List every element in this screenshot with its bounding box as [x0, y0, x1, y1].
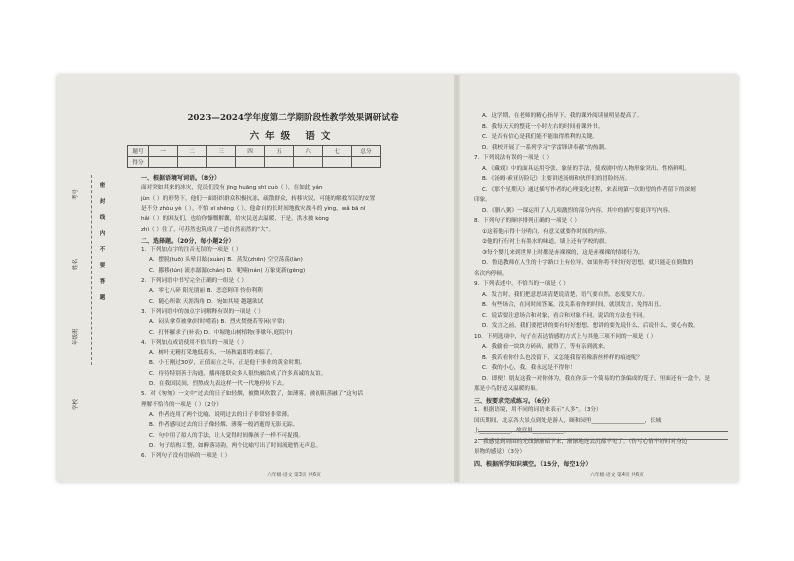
score-cell: 得分	[128, 157, 149, 168]
score-table	[127, 145, 381, 168]
question-line: 2．下列词语中书写完全正确的一组是（ ）	[141, 278, 248, 284]
question-line: B．我若看你什么也没留下，又怎能我留着像游丝样样的痕迹呢？	[482, 354, 643, 361]
left-page	[57, 75, 454, 482]
score-cell	[236, 157, 265, 168]
seal-warning-char: 要	[99, 263, 106, 269]
question-line: D．句子结构工整，如醉落诗韵，两个比喻写出了时间流逝悄无声息。	[149, 442, 322, 449]
question-line: 8．下列句子的顺序排列正确的一项是（ ）	[474, 218, 581, 224]
question-line: B．有些场合，在同时间答案，没关系看你的时间，就别发言，免得出丑。	[482, 302, 665, 308]
question-line: 10．下列选项中，句子在表达情感的方式上与其他三项不同的一项是（ ）	[474, 333, 657, 340]
score-header-cell: 总分	[352, 146, 381, 157]
question-line: A．我偷看一块块方砖砖，就得了，等有亲到就来。	[482, 344, 609, 350]
seal-warning-char: 不	[99, 247, 106, 253]
question-line: 上___________，故宫里___________。	[474, 428, 570, 434]
exam-title: 2023—2024学年度第二学期阶段性教学效果调研试卷	[187, 113, 399, 123]
question-line: 9．下列表述中，不恰当的一项是（ ）	[474, 281, 569, 287]
question-line: 是不分 zhòu yè（ ）。不怕 xī shēng（ ），他命自的长时间地救灾战斗的 yìng，wǎ bā nī	[141, 205, 366, 212]
answer-line-1	[478, 431, 728, 432]
question-line: D．鲁迅教师在人生的十字路口上有位导，如果你将不时好好思想，就只能走在倒数的	[482, 260, 694, 266]
grade-label: 年级班	[73, 328, 79, 345]
score-header-cell: 五	[265, 146, 294, 157]
score-cell	[207, 157, 236, 168]
section-heading: 四、根据所学知识填空。（15分，每空1分）	[474, 460, 592, 468]
question-line: 那是小鸟舒适又温暖的巢。	[474, 386, 542, 392]
question-line: 6．下列句子没有语病的一项是（ ）	[141, 453, 231, 460]
question-line: 7．下列说法有误的一项是（ ）	[474, 155, 553, 161]
question-line: 5．对《匆匆》一文中“过去的日子如轻烟，被微风吹散了，如薄雾，被初阳蒸融了”这句话	[141, 391, 363, 398]
question-line: A．发言时，我们把意思谈清楚说清楚，语气要自然，态度要大方。	[482, 291, 649, 298]
score-header-cell: 六	[294, 146, 323, 157]
left-footer: 六年级·语文 第3页 共6页	[267, 473, 321, 478]
seal-warning-char: 内	[99, 231, 106, 237]
question-line: C．我的小心，我，我永远是不得你！	[482, 365, 576, 371]
binding-dashed-line	[91, 175, 92, 365]
question-line: 面对突如其来的冰灾，党员们没有 jīng huāng shī cuò（ ），在如此 yán	[141, 185, 323, 192]
seal-warning-char: 线	[99, 215, 106, 221]
score-cell	[352, 157, 381, 168]
question-line: B．我每天天的整花一小时左右的时间看课外书。	[482, 123, 604, 130]
school-label: 学校	[73, 398, 79, 410]
question-line: A．零七八碎 阳光朋丽 B．恋恋阿印 怜份利利	[149, 288, 263, 295]
score-table-score-row	[128, 157, 381, 168]
question-line: 国庆期间，北京各大景点到处是游人，颐和园里___________________，长城	[474, 417, 662, 424]
question-line: ①这着他示得十分明白，有意义就要作时间的内容。	[482, 228, 611, 235]
question-line: D．即便！朋友这我一对你体为，我在你亲一个简易的竹条编成的笼子，里面还有一盒个，是	[482, 375, 711, 382]
exam-number-label: 考号	[73, 188, 79, 200]
question-line: D．《腊八粥》一课运用了人几项激烈的部分内容，其中的描写要更详写内容。	[482, 207, 674, 214]
right-footer: 六年级·语文 第4页 共6页	[590, 473, 644, 478]
question-line: D．我校开展了一系列学习“学雷锋讲奉献”的热潮。	[482, 144, 610, 151]
question-line: C．打怀羅求子(补表) D．中堀地山树植物(菲歇年,庭院中)	[149, 329, 293, 336]
question-line: B．作者感叹过去的日子像轻烟、薄雾一般消逝得无影无踪。	[149, 422, 299, 429]
question-line: A．树叶无精打采地低着头，一场秋霜即将来临了。	[149, 350, 276, 357]
section-heading: 三、按要求完成练习。（6分）	[474, 397, 554, 405]
question-line: ③每个婴儿来到世界上时都是赤裸裸的，这是赤裸裸的情绪行为。	[482, 249, 644, 256]
question-line: zhì（ ）住了，可苏然也筑成了一道自然而然的“大”。	[141, 226, 275, 233]
question-line: D．发言之前，我们要把讲的要有好好想想，想讲的要先说什么，后说什么，要心有数。	[482, 323, 699, 329]
score-header-cell: 题号	[128, 146, 149, 157]
question-line: A．摆脱(tuō) 头晕目眩(xuàn) B．蒸发(zhēn) 空空荡荡(làn)	[149, 257, 303, 264]
score-cell	[294, 157, 323, 168]
question-line: A．这学期，在老师的精心指导下，我的课外阅读量明显提高了。	[482, 113, 643, 119]
question-line: B．小王刚过30岁，正值而立之年，正是他干事业的黄金时期。	[149, 360, 306, 367]
question-line: A．闷头拿草被拿(时时啃着) B．烈火焚烧若等闲(平常)	[149, 319, 285, 326]
score-cell	[178, 157, 207, 168]
question-line: 2．我感觉到周围的光线渐渐暗下来，渐渐地连云沉都不见了。（仿写心情不好时对身边	[474, 438, 688, 445]
question-line: 名次内停顿。	[474, 270, 508, 277]
score-table-header-row	[128, 146, 381, 157]
question-line: B．《汤姆·索亚历险记》主要讲述汤姆和伙伴们的冒险经历。	[482, 176, 631, 182]
seal-warning-char: 封	[99, 199, 106, 205]
seal-warning-char: 密	[99, 183, 106, 189]
score-cell	[323, 157, 352, 168]
question-line: A．《藏戏》中的面具运用夸张、象征的手法，使戏剧中的人物形象突出、性格鲜明。	[482, 165, 690, 172]
score-cell	[149, 157, 178, 168]
question-line: C．挪移(lún) 流水潺潺(chán) D．呢喃(nán) 万象更新(gēng)	[149, 267, 306, 274]
question-line: ②他的行行衬上有墨水的味道，墙上还有学校的旗。	[482, 239, 611, 245]
score-cell	[265, 157, 294, 168]
exam-subtitle: 六年级 语文	[249, 131, 337, 142]
question-line: D．在我国民间，烈熬成九表这样一代一代地停传下去。	[149, 381, 288, 387]
question-line: 1．根据语境，用不同的词语来表示“人多”。（3分）	[474, 407, 602, 413]
score-header-cell: 四	[236, 146, 265, 157]
score-header-cell: 七	[323, 146, 352, 157]
question-line: 景物的感觉）（3分）	[474, 449, 526, 455]
score-header-cell: 一	[149, 146, 178, 157]
question-line: C．待待特别善于沟通，播再能联众多人很快融洽成了许多真诚的友谊。	[149, 370, 327, 377]
question-line: 理解不恰当的一项是（ ）（2分）	[141, 401, 222, 408]
score-header-cell: 二	[178, 146, 207, 157]
seal-warning-char: 题	[99, 295, 106, 301]
question-line: 4．下列加点成语使用不恰当的一项是（ ）	[141, 339, 248, 346]
question-line: C．随心所欲 天涯海角 D．宛如其境 越越欲试	[149, 298, 264, 305]
section-heading: 二、选择题。（20分，每小题2分）	[141, 237, 235, 245]
answer-line-2	[478, 439, 728, 440]
question-line: 印象。	[474, 197, 491, 203]
exam-sheet	[57, 75, 738, 482]
question-line: C．说话要注意场合和对象，看合和对象不同，说话的方法也不同。	[482, 312, 649, 319]
question-line: 3．下列词语中的加点字词解释有误的一项是（ ）	[141, 308, 264, 315]
question-line: 1．下列加点字的注音无误的一项是（ ）	[141, 247, 242, 254]
name-label: 姓名	[73, 258, 79, 270]
question-line: C．《那个星期天》通过插写作者的心理变化过程，来表现第一次盼望的作者留下的深刻	[482, 186, 696, 193]
seal-warning-char: 答	[99, 279, 106, 285]
question-line: C．句中用了拟人的手法，让人觉得时间像孩子一样不可捉摸。	[149, 432, 304, 439]
binding-strip	[57, 75, 127, 482]
question-line: jùn（ ）的形势下，他们一面组织群众积极抗冻，疏散群众，转移灾民，可能的解救军民的安置	[141, 195, 376, 202]
question-line: A．作者连用了两个比喻，说明过去的日子非常轻非常薄。	[149, 411, 293, 418]
question-line: hǎi（ ）的困友们，也给你慷慨解囊，给灾民送去温暖，于是，洪水被 kòng	[141, 216, 329, 223]
score-header-cell: 三	[207, 146, 236, 157]
section-heading: 一、根据语境写词语。（8分）	[141, 175, 221, 182]
question-line: C．是否有信心是我们能不能取得胜利的关键。	[482, 134, 598, 140]
right-page	[460, 75, 738, 482]
